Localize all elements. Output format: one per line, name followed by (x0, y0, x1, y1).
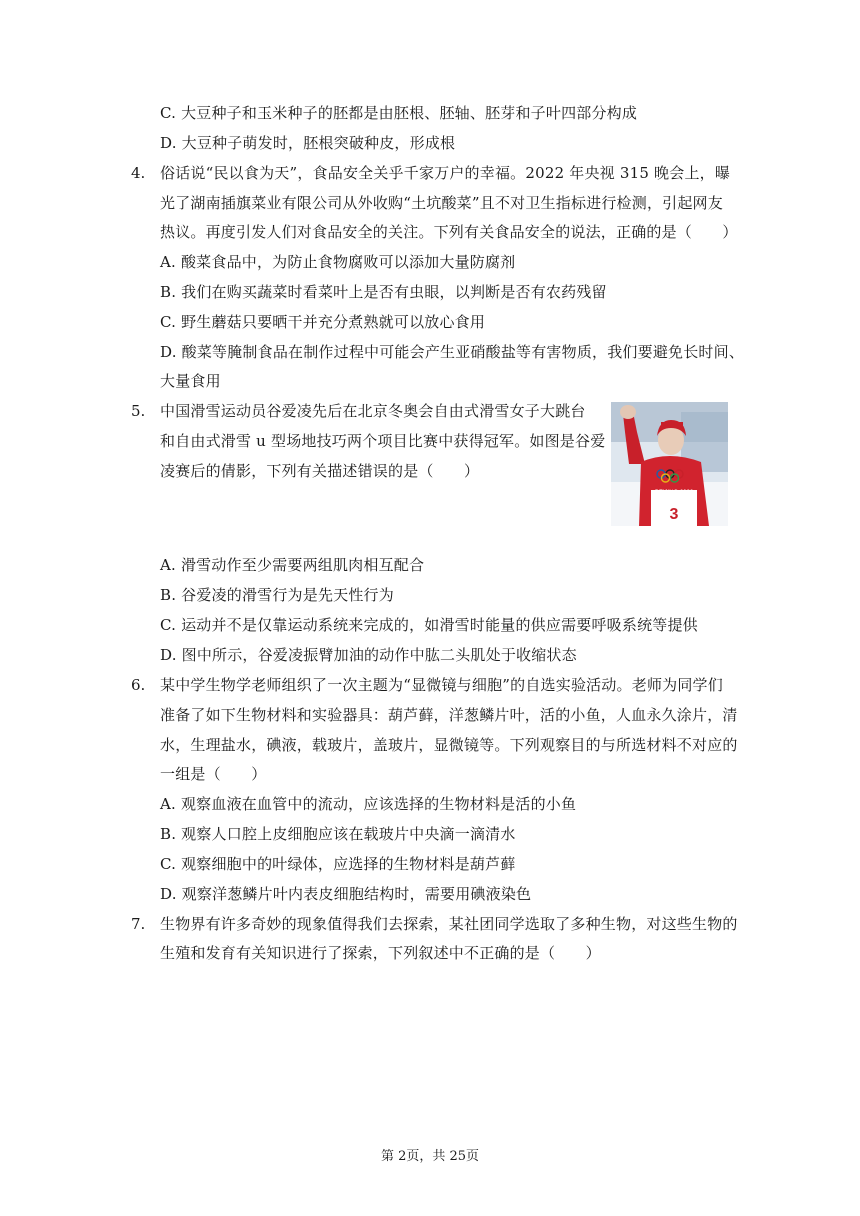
option-4d: D. 酸菜等腌制食品在制作过程中可能会产生亚硝酸盐等有害物质，我们要避免长时间、 (160, 343, 745, 361)
option-5d: D. 图中所示，谷爱凌振臂加油的动作中肱二头肌处于收缩状态 (160, 646, 577, 664)
question-4-text-1: 俗话说“民以食为天”，食品安全关乎千家万户的幸福。2022 年央视 315 晚会上，曝 (160, 164, 731, 182)
question-6-text-1: 某中学生物学老师组织了一次主题为“显微镜与细胞”的自选实验活动。老师为同学们 (160, 676, 723, 694)
page-footer: 第 2页，共 25页 (380, 1149, 480, 1164)
option-6d: D. 观察洋葱鳞片叶内表皮细胞结构时，需要用碘液染色 (160, 885, 532, 903)
option-4d-cont: 大量食用 (160, 372, 221, 390)
option-4b: B. 我们在购买蔬菜时看菜叶上是否有虫眼，以判断是否有农药残留 (160, 283, 607, 301)
question-number-7: 7. (131, 915, 146, 933)
banner-text: BEIJING 2022 (654, 490, 694, 496)
question-6-text-4: 一组是（ ） (160, 765, 267, 783)
question-4-text-3: 热议。再度引发人们对食品安全的关注。下列有关食品安全的说法，正确的是（ ） (160, 223, 738, 241)
option-6c: C. 观察细胞中的叶绿体，应选择的生物材料是葫芦藓 (160, 855, 516, 873)
question-number-4: 4. (131, 164, 146, 182)
question-7-text-2: 生殖和发育有关知识进行了探索，下列叙述中不正确的是（ ） (160, 944, 601, 962)
question-number-5: 5. (131, 402, 146, 420)
question-5-text-3: 凌赛后的倩影，下列有关描述错误的是（ ） (160, 462, 480, 480)
bib-number: 3 (669, 506, 679, 523)
option-6a: A. 观察血液在血管中的流动，应该选择的生物材料是活的小鱼 (160, 795, 577, 813)
option-5b: B. 谷爱凌的滑雪行为是先天性行为 (160, 586, 394, 604)
option-4c: C. 野生蘑菇只要晒干并充分煮熟就可以放心食用 (160, 313, 486, 331)
question-number-6: 6. (131, 676, 146, 694)
question-5-text-1: 中国滑雪运动员谷爱凌先后在北京冬奥会自由式滑雪女子大跳台 (160, 402, 586, 420)
athlete-photo (611, 402, 728, 526)
option-5a: A. 滑雪动作至少需要两组肌肉相互配合 (160, 556, 425, 574)
option-3c: C. 大豆种子和玉米种子的胚都是由胚根、胚轴、胚芽和子叶四部分构成 (160, 104, 638, 122)
question-7-text-1: 生物界有许多奇妙的现象值得我们去探索，某社团同学选取了多种生物，对这些生物的 (160, 915, 738, 933)
question-6-text-2: 准备了如下生物材料和实验器具：葫芦藓，洋葱鳞片叶，活的小鱼，人血永久涂片，清 (160, 706, 738, 724)
question-5-text-2: 和自由式滑雪 u 型场地技巧两个项目比赛中获得冠军。如图是谷爱 (160, 432, 606, 450)
option-3d: D. 大豆种子萌发时，胚根突破种皮，形成根 (160, 134, 456, 152)
option-4a: A. 酸菜食品中，为防止食物腐败可以添加大量防腐剂 (160, 253, 516, 271)
option-5c: C. 运动并不是仅靠运动系统来完成的，如滑雪时能量的供应需要呼吸系统等提供 (160, 616, 698, 634)
option-6b: B. 观察人口腔上皮细胞应该在载玻片中央滴一滴清水 (160, 825, 516, 843)
question-6-text-3: 水，生理盐水，碘液，载玻片，盖玻片，显微镜等。下列观察目的与所选材料不对应的 (160, 736, 738, 754)
question-4-text-2: 光了湖南插旗菜业有限公司从外收购“土坑酸菜”且不对卫生指标进行检测，引起网友 (160, 194, 723, 212)
